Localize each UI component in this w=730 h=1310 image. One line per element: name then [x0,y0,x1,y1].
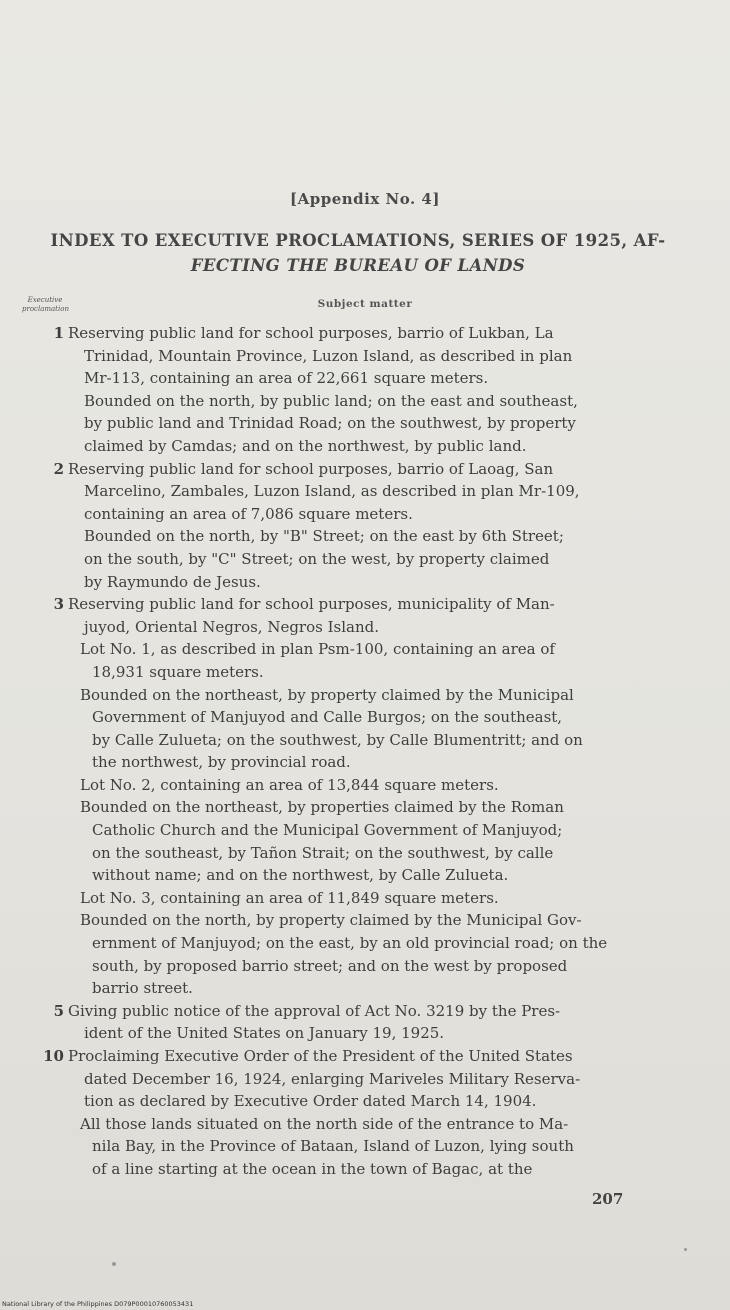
entry-3 [0,593,730,1000]
entry-line: Reserving public land for school purposes, barrio of Laoag, San [68,459,554,478]
column-header-subject: Subject matter [317,298,413,310]
index-body [0,322,730,1181]
speck-mark [684,1248,687,1251]
entry-line: Reserving public land for school purposes, municipality of Man- [68,595,555,614]
entry-line: ernment of Manjuyod; on the east, by an old provincial road; on the [92,934,608,953]
entry-10 [0,1045,730,1181]
entry-line: Mr-113, containing an area of 22,661 square meters. [84,369,489,388]
entry-number: 2 [53,459,64,478]
column-header-proclamation: Executive proclamation [22,296,69,313]
entry-line: on the southeast, by Tañon Strait; on the southwest, by calle [92,843,554,862]
entry-1 [0,322,730,458]
entry-line: claimed by Camdas; and on the northwest, by public land. [84,436,527,455]
entry-line: tion as declared by Executive Order dated March 14, 1904. [84,1092,537,1111]
entry-line: containing an area of 7,086 square meters. [84,504,413,523]
entry-line: Lot No. 3, containing an area of 11,849 square meters. [80,888,499,907]
title-line-2: FECTING THE BUREAU OF LANDS [190,256,526,275]
entry-line: Bounded on the northeast, by properties claimed by the Roman [80,798,564,817]
entry-line: nila Bay, in the Province of Bataan, Island of Luzon, lying south [92,1137,574,1156]
entry-line: south, by proposed barrio street; and on the west by proposed [92,956,568,975]
speck-mark [112,1262,116,1266]
entry-line: Reserving public land for school purposes, barrio of Lukban, La [68,324,554,342]
entry-line: Proclaiming Executive Order of the President of the United States [68,1047,573,1065]
entry-line: Bounded on the north, by property claimed by the Municipal Gov- [80,911,582,930]
entry-line: Bounded on the north, by public land; on the east and southeast, [84,391,578,410]
entry-line: Marcelino, Zambales, Luzon Island, as described in plan Mr-109, [84,482,580,501]
entry-line: Lot No. 2, containing an area of 13,844 square meters. [80,775,499,794]
entry-line: barrio street. [92,979,193,998]
entry-line: Catholic Church and the Municipal Government of Manjuyod; [92,821,563,840]
entry-line: on the south, by "C" Street; on the west, by property claimed [84,549,550,568]
entry-line: by Calle Zulueta; on the southwest, by Calle Blumentritt; and on [92,730,583,749]
entry-line: Bounded on the northeast, by property claimed by the Municipal [80,685,574,704]
entry-2 [0,458,730,594]
entry-line: by public land and Trinidad Road; on the southwest, by property [84,414,576,433]
entry-line: 18,931 square meters. [92,662,264,681]
title-line-1: INDEX TO EXECUTIVE PROCLAMATIONS, SERIES OF 1925, AF- [50,231,666,250]
entry-line: ident of the United States on January 19, 1925. [84,1024,445,1043]
entry-line: the northwest, by provincial road. [92,753,351,772]
entry-line: Trinidad, Mountain Province, Luzon Island, as described in plan [84,346,573,365]
entry-number: 10 [43,1047,64,1065]
entry-number: 1 [53,324,64,342]
entry-line: Government of Manjuyod and Calle Burgos; on the southeast, [92,708,563,727]
page-number: 207 [592,1190,624,1208]
entry-line: without name; and on the northwest, by Calle Zulueta. [92,866,509,885]
entry-number: 5 [53,1001,64,1020]
appendix-label: [Appendix No. 4] [290,190,440,208]
entry-line: dated December 16, 1924, enlarging Mariveles Military Reserva- [84,1069,581,1088]
scan-footer: National Library of the Philippines D079P00010760053431 [2,1300,194,1308]
entry-line: by Raymundo de Jesus. [84,572,261,591]
entry-line: juyod, Oriental Negros, Negros Island. [84,617,379,636]
entry-line: Giving public notice of the approval of Act No. 3219 by the Pres- [68,1001,561,1020]
entry-line: of a line starting at the ocean in the town of Bagac, at the [92,1159,533,1178]
entry-number: 3 [53,595,64,614]
entry-5 [0,1000,730,1045]
entry-line: Lot No. 1, as described in plan Psm-100, containing an area of [80,640,555,659]
page-title [28,228,688,278]
entry-line: All those lands situated on the north side of the entrance to Ma- [80,1114,569,1133]
entry-line: Bounded on the north, by "B" Street; on the east by 6th Street; [84,527,564,546]
